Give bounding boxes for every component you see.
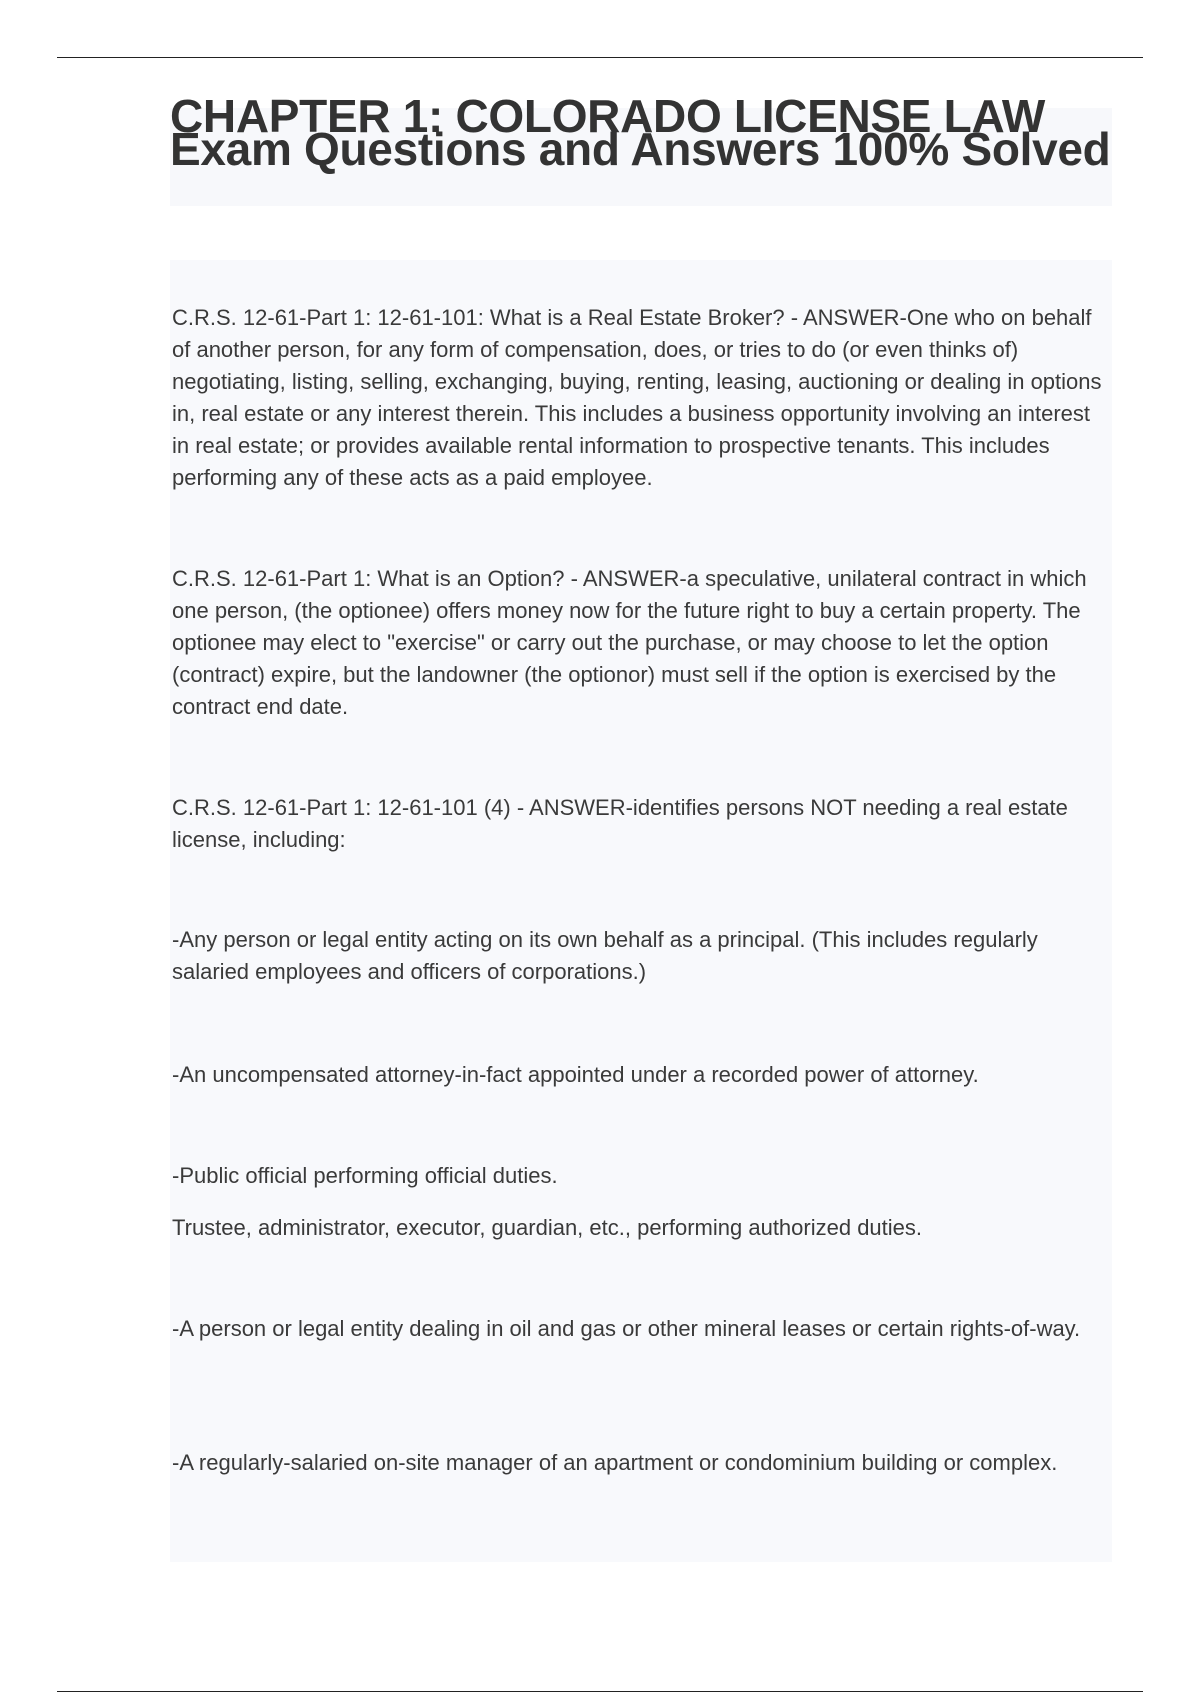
paragraph-onsite-manager-exemption: -A regularly-salaried on-site manager of an apartment or condominium building or complex. <box>172 1450 1058 1475</box>
bottom-rule <box>57 1691 1143 1692</box>
content-body <box>170 260 1112 1562</box>
paragraph-trustee-exemption: Trustee, administrator, executor, guardian, etc., performing authorized duties. <box>172 1215 923 1240</box>
paragraph-license-exemptions: C.R.S. 12-61-Part 1: 12-61-101 (4) - ANSWER-identifies persons NOT needing a real estate license, including: <box>172 795 1068 852</box>
page-title: CHAPTER 1: COLORADO LICENSE LAW Exam Questions and Answers 100% Solved <box>170 90 1111 175</box>
paragraph-mineral-lease-exemption: -A person or legal entity dealing in oil and gas or other mineral leases or certain rights-of-way. <box>172 1316 1081 1341</box>
paragraph-attorney-exemption: -An uncompensated attorney-in-fact appointed under a recorded power of attorney. <box>172 1062 979 1087</box>
paragraph-option-definition: C.R.S. 12-61-Part 1: What is an Option? - ANSWER-a speculative, unilateral contract in which one person, (the optionee) offers money now for the future right to buy a certain property. The optionee may elect to "exercise" or carry out the purchase, or may choose to let the option (contract) expire, but the landowner (the optionor) must sell if the option is exercised by the contract end date. <box>172 566 1087 719</box>
title-block <box>170 90 1112 206</box>
paragraph-broker-definition: C.R.S. 12-61-Part 1: 12-61-101: What is a Real Estate Broker? - ANSWER-One who on behalf of another person, for any form of compensation, does, or tries to do (or even thinks of) negotiating, listing, selling, exchanging, buying, renting, leasing, auctioning or dealing in options in, real estate or any interest therein. This includes a business opportunity involving an interest in real estate; or provides available rental information to prospective tenants. This includes performing any of these acts as a paid employee. <box>172 305 1102 490</box>
paragraph-principal-exemption: -Any person or legal entity acting on its own behalf as a principal. (This includes regularly salaried employees and officers of corporations.) <box>172 927 1038 984</box>
paragraph-public-official-exemption: -Public official performing official duties. <box>172 1163 558 1188</box>
top-rule <box>57 57 1143 58</box>
